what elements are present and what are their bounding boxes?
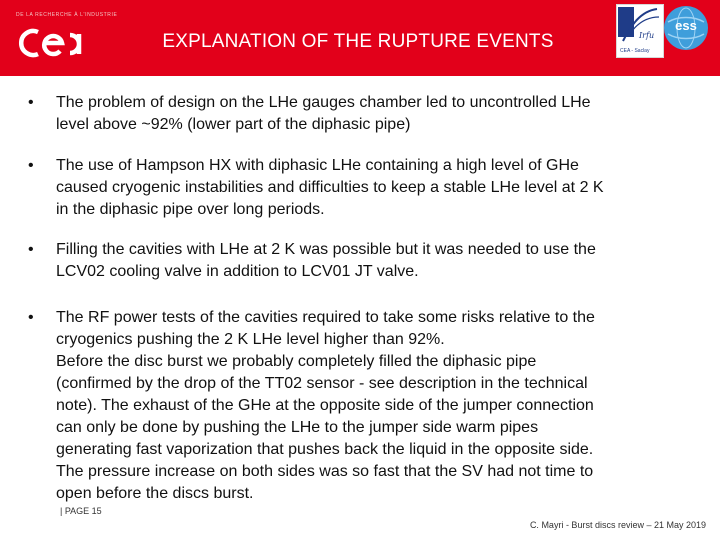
bullet-line	[56, 439, 720, 461]
bullet-line	[56, 483, 720, 505]
bullet-line	[56, 239, 720, 261]
cea-tagline: DE LA RECHERCHE À L'INDUSTRIE	[16, 12, 118, 18]
cea-wordmark-icon	[16, 26, 88, 60]
bullet-line	[56, 461, 720, 483]
bullet-text: The use of Hampson HX with diphasic LHe containing a high level of GHe	[56, 157, 579, 174]
cea-logo	[16, 6, 118, 66]
bullet-line	[56, 417, 720, 439]
ess-logo	[664, 6, 708, 50]
bullet-item-3	[28, 239, 720, 283]
bullet-item-1	[28, 92, 720, 136]
bullet-text: LCV02 cooling valve in addition to LCV01 JT valve.	[56, 263, 419, 280]
bullet-line	[56, 177, 720, 199]
bullet-marker: •	[28, 309, 34, 326]
bullet-line	[56, 199, 720, 221]
bullet-text: The RF power tests of the cavities required to take some risks relative to the	[56, 309, 595, 326]
footer-credit: C. Mayri - Burst discs review – 21 May 2019	[529, 520, 706, 530]
bullet-line	[56, 373, 720, 395]
page-number: | PAGE 15	[60, 506, 102, 516]
bullet-line	[56, 329, 720, 351]
bullet-text: in the diphasic pipe over long periods.	[56, 201, 325, 218]
bullet-line	[56, 351, 720, 373]
bullet-marker: •	[28, 157, 34, 174]
bullet-text: Before the disc burst we probably completely filled the diphasic pipe	[56, 353, 537, 370]
irfu-caption: CEA - Saclay	[620, 48, 650, 54]
bullet-line	[56, 114, 720, 136]
bullet-line	[56, 395, 720, 417]
irfu-wordmark: Irfu	[639, 31, 655, 40]
bullet-line	[56, 155, 720, 177]
slide-title: EXPLANATION OF THE RUPTURE EVENTS	[162, 31, 554, 52]
bullet-item-2	[28, 155, 720, 221]
bullet-text: (confirmed by the drop of the TT02 sensor - see description in the technical	[56, 375, 588, 392]
bullet-text: Filling the cavities with LHe at 2 K was possible but it was needed to use the	[56, 241, 596, 258]
bullet-marker: •	[28, 94, 34, 111]
bullet-marker: •	[28, 241, 34, 258]
bullet-text: note). The exhaust of the GHe at the opposite side of the jumper connection	[56, 397, 594, 414]
bullet-text: cryogenics pushing the 2 K LHe level higher than 92%.	[56, 331, 445, 348]
bullet-text: The problem of design on the LHe gauges chamber led to uncontrolled LHe	[56, 94, 591, 111]
irfu-logo	[616, 4, 664, 58]
ess-wordmark: ess	[675, 18, 697, 33]
bullet-text: caused cryogenic instabilities and difficulties to keep a stable LHe level at 2 K	[56, 179, 604, 196]
header-bar	[0, 0, 720, 76]
bullet-item-4	[28, 307, 720, 505]
bullet-text: level above ~92% (lower part of the diphasic pipe)	[56, 116, 411, 133]
bullet-line	[56, 307, 720, 329]
bullet-text: The pressure increase on both sides was so fast that the SV had not time to	[56, 463, 594, 480]
bullet-text: can only be done by pushing the LHe to the jumper side warm pipes	[56, 419, 539, 436]
bullet-text: open before the discs burst.	[56, 485, 254, 502]
bullet-line	[56, 261, 720, 283]
bullet-line	[56, 92, 720, 114]
bullet-text: generating fast vaporization that pushes back the liquid in the opposite side.	[56, 441, 594, 458]
